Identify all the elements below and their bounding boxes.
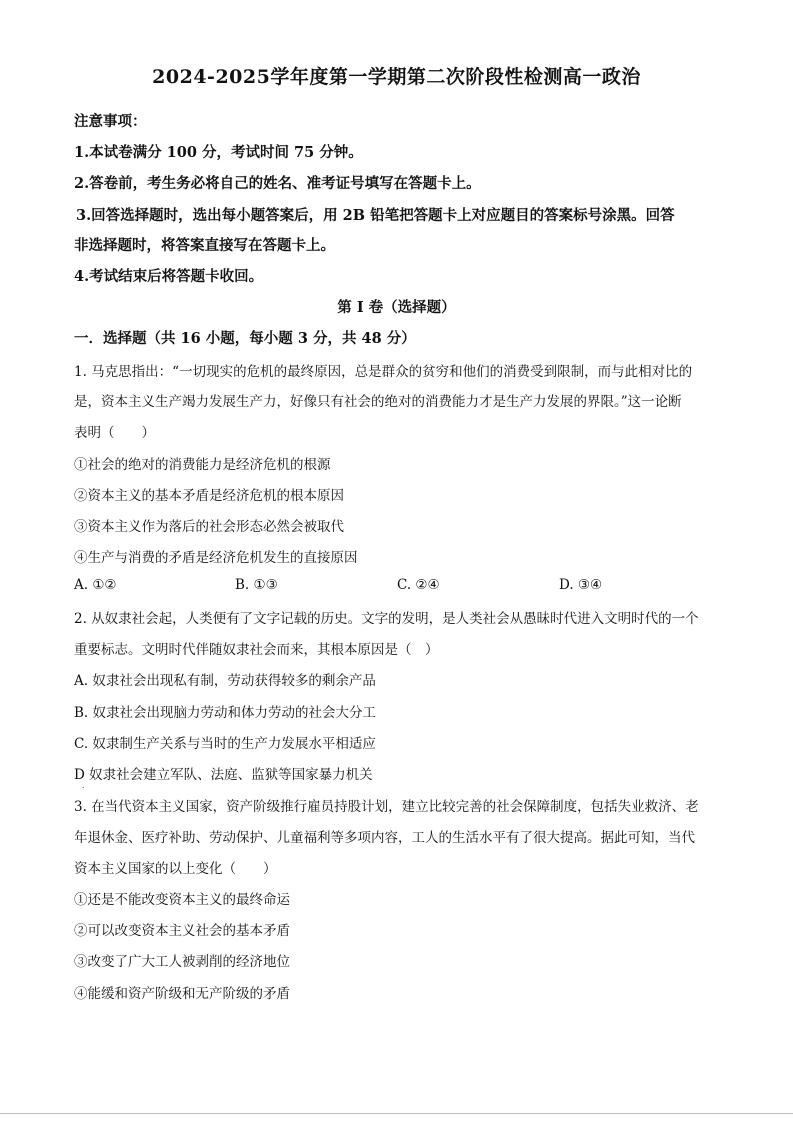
- question-1-option-d: D. ③④: [559, 577, 603, 593]
- exam-title: 2024-2025学年度第一学期第二次阶段性检测高一政治: [152, 66, 641, 88]
- notice-heading: 注意事项：: [74, 113, 147, 130]
- question-3-statement: ④能缓和资产阶级和无产阶级的矛盾: [74, 986, 290, 1002]
- question-1-option-a: A. ①②: [74, 577, 117, 593]
- question-3-stem: 3. 在当代资本主义国家，资产阶级推行雇员持股计划，建立比较完善的社会保障制度，包括失业救济、老: [74, 799, 699, 815]
- question-1-statement: ④生产与消费的矛盾是经济危机发生的直接原因: [74, 550, 358, 566]
- question-3-stem: 年退休金、医疗补助、劳动保护、儿童福利等多项内容，工人的生活水平有了很大提高。据此可知，当代: [74, 830, 695, 846]
- part-heading: 一．选择题（共 16 小题，每小题 3 分，共 48 分）: [74, 330, 416, 347]
- question-2-stem: 2. 从奴隶社会起，人类便有了文字记载的历史。文字的发明，是人类社会从愚昧时代进入文明时代的一个: [74, 611, 699, 627]
- question-2-option-a: A. 奴隶社会出现私有制，劳动获得较多的剩余产品: [74, 673, 376, 689]
- question-1-statement: ②资本主义的基本矛盾是经济危机的根本原因: [74, 488, 344, 504]
- volume-heading: 第 I 卷（选择题）: [337, 299, 456, 316]
- question-1-option-c: C. ②④: [397, 577, 440, 593]
- notice-item: 1.本试卷满分 100 分，考试时间 75 分钟。: [74, 144, 363, 161]
- question-1-stem: 表明（ ）: [74, 425, 155, 441]
- notice-item: 非选择题时，将答案直接写在答题卡上。: [74, 237, 335, 254]
- question-1-stem: 1. 马克思指出：“一切现实的危机的最终原因，总是群众的贫穷和他们的消费受到限制，而与此相对比的: [74, 364, 693, 380]
- question-3-statement: ②可以改变资本主义社会的基本矛盾: [74, 923, 290, 939]
- question-2-option-d: D 奴隶社会建立军队、法庭、监狱等国家暴力机关: [74, 767, 373, 783]
- question-3-statement: ①还是不能改变资本主义的最终命运: [74, 892, 290, 908]
- question-3-stem: 资本主义国家的以上变化（ ）: [74, 861, 277, 877]
- question-1-statement: ③资本主义作为落后的社会形态必然会被取代: [74, 519, 344, 535]
- question-1-option-b: B. ①③: [235, 577, 278, 593]
- notice-item: 3.回答选择题时，选出每小题答案后，用 2B 铅笔把答题卡上对应题目的答案标号涂黑。回答: [76, 207, 675, 224]
- question-3-statement: ③改变了广大工人被剥削的经济地位: [74, 954, 290, 970]
- notice-item: 2.答卷前，考生务必将自己的姓名、准考证号填写在答题卡上。: [74, 175, 481, 192]
- question-2-option-c: C. 奴隶制生产关系与当时的生产力发展水平相适应: [74, 736, 376, 752]
- question-2-option-b: B. 奴隶社会出现脑力劳动和体力劳动的社会大分工: [74, 705, 377, 721]
- notice-item: 4.考试结束后将答题卡收回。: [74, 268, 264, 285]
- question-1-statement: ①社会的绝对的消费能力是经济危机的根源: [74, 457, 331, 473]
- question-2-stem: 重要标志。文明时代伴随奴隶社会而来，其根本原因是（ ）: [74, 642, 439, 658]
- page-bottom-rule: [0, 1113, 793, 1114]
- punctuation-dot: .: [82, 781, 85, 790]
- question-1-stem: 是，资本主义生产竭力发展生产力，好像只有社会的绝对的消费能力才是生产力发展的界限。”这一论断: [74, 394, 682, 410]
